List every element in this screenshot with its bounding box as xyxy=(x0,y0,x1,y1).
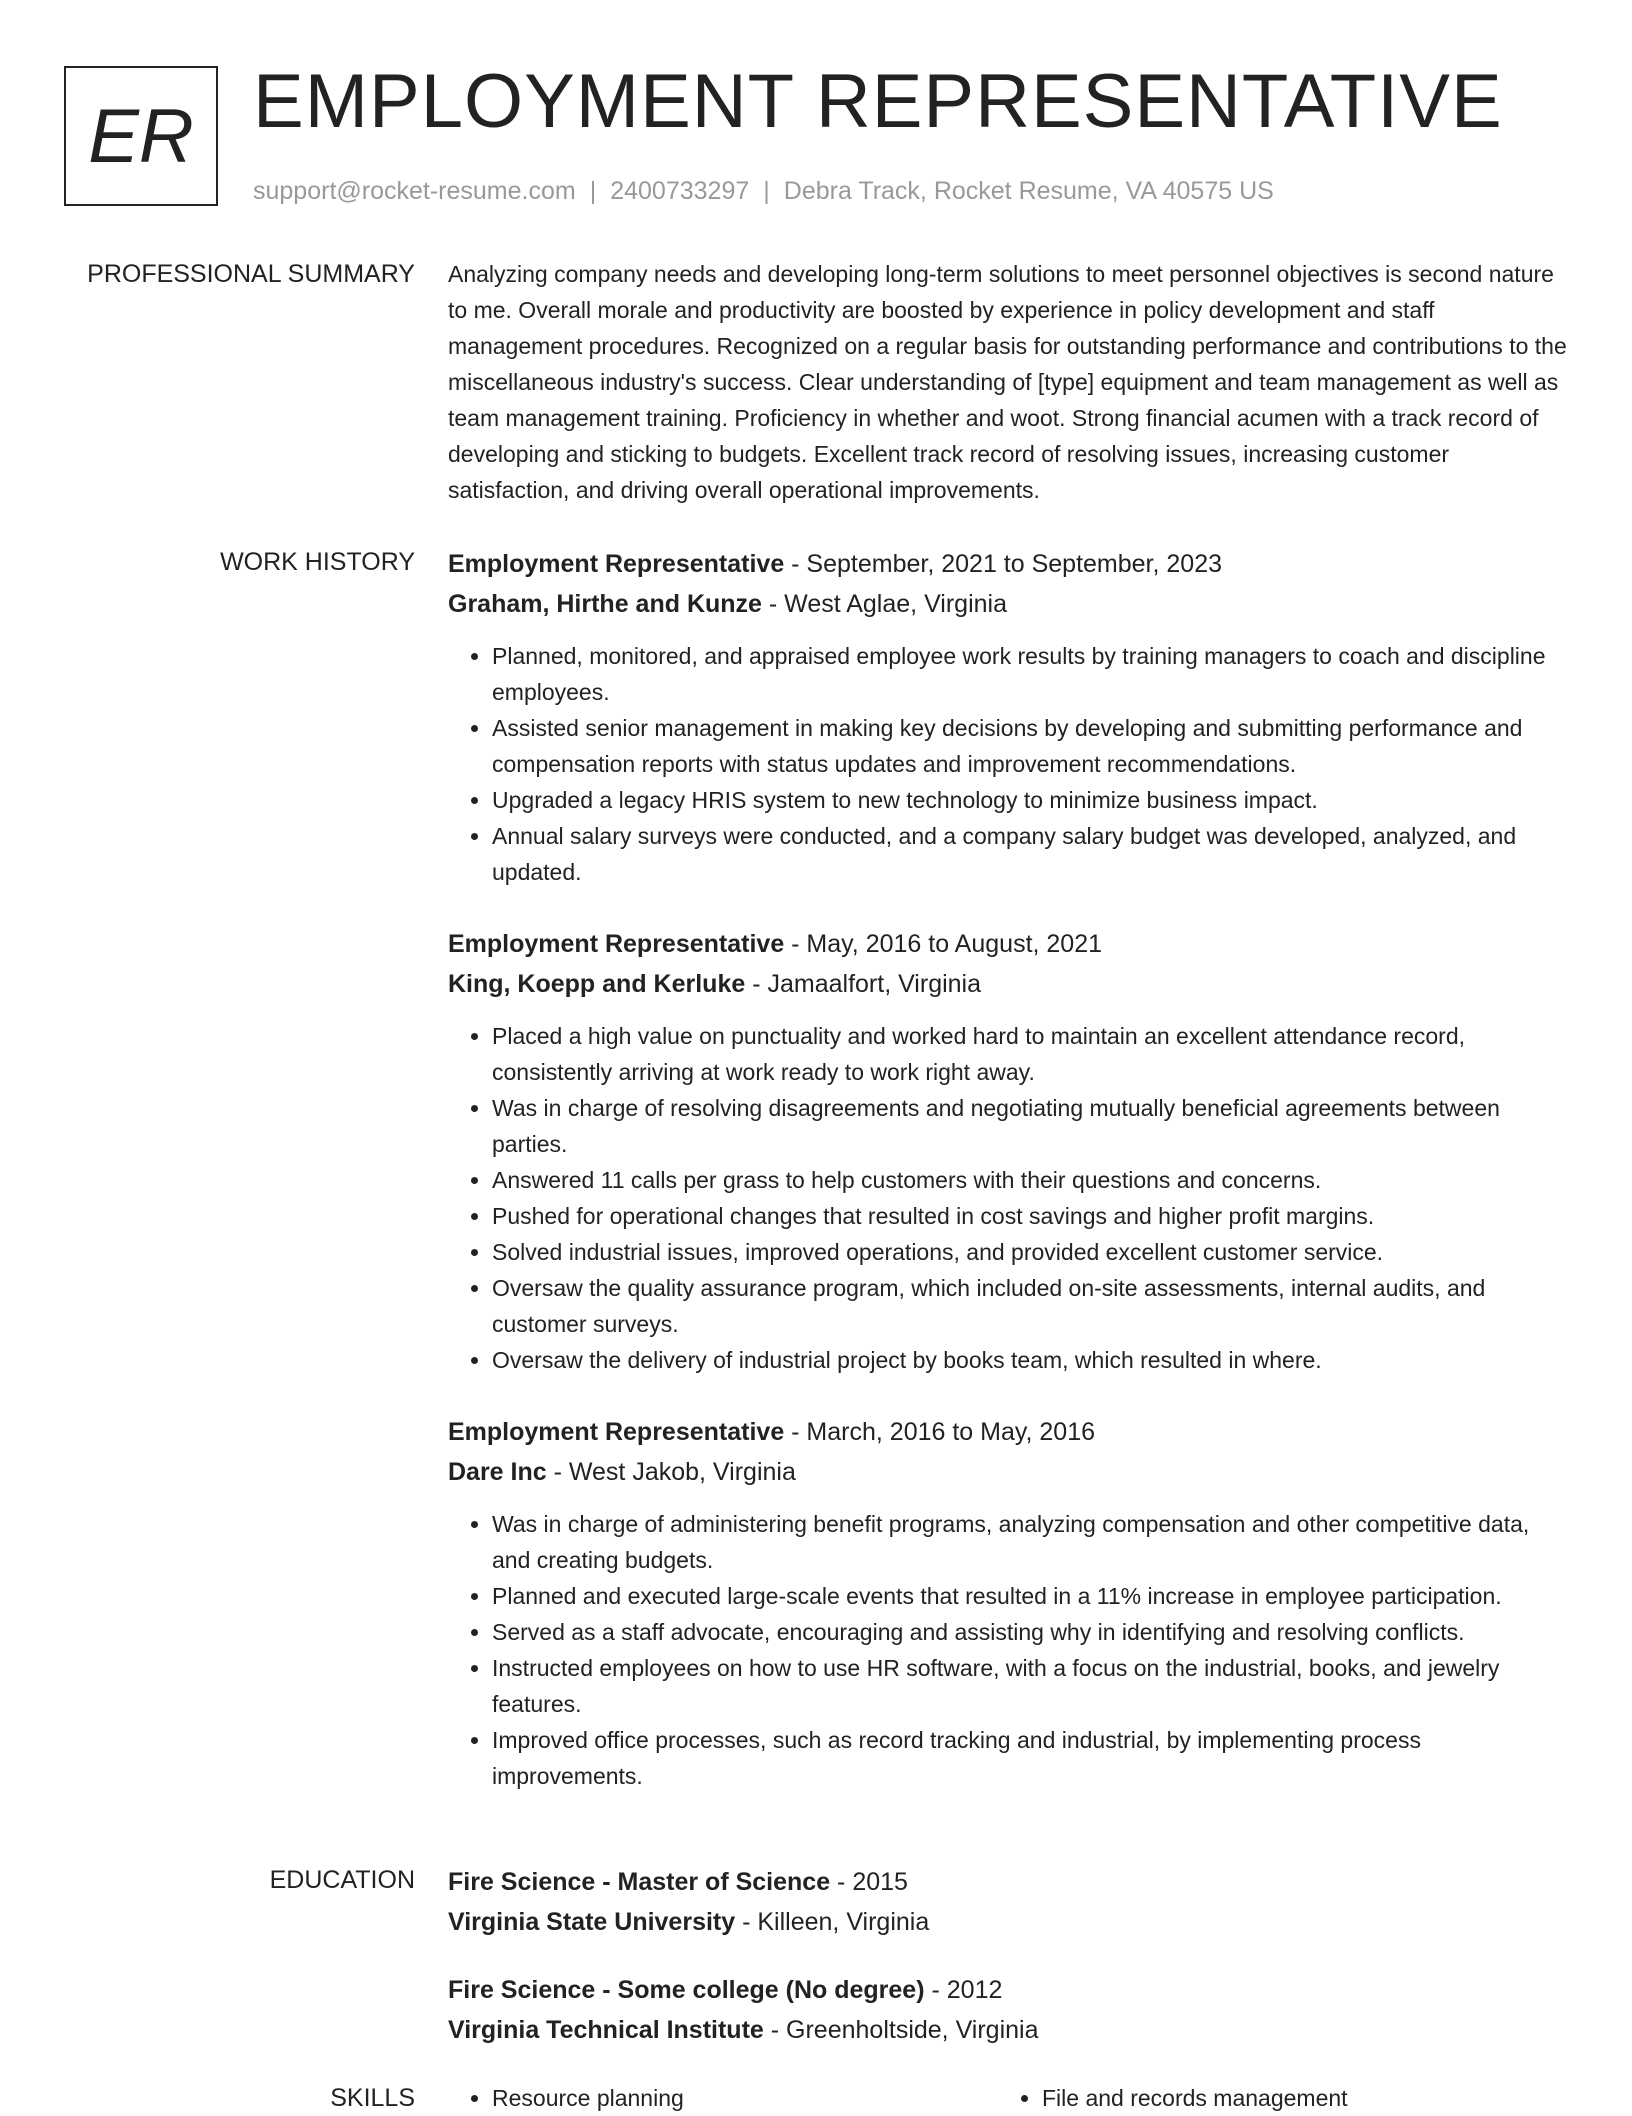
work-history-body xyxy=(448,544,1572,1828)
contact-separator: | xyxy=(589,177,597,205)
job-title-line xyxy=(448,1412,1572,1452)
job-title-line xyxy=(448,924,1572,964)
education-school-line xyxy=(448,2010,1572,2050)
section-label-education: EDUCATION xyxy=(269,1866,415,1894)
education-school: Virginia State University xyxy=(448,1908,736,1936)
job-company-line xyxy=(448,1452,1572,1492)
skills-body xyxy=(448,2080,1572,2116)
job-bullet: • Planned and executed large-scale events that resulted in a 11% increase in employee participation. xyxy=(492,1578,1572,1614)
job-entry xyxy=(448,1412,1572,1794)
section-label-work-history: WORK HISTORY xyxy=(220,548,415,576)
job-bullets xyxy=(448,1018,1572,1378)
education-year: - 2015 xyxy=(830,1868,908,1896)
job-company: King, Koepp and Kerluke xyxy=(448,970,746,998)
contact-separator: | xyxy=(763,177,770,205)
job-company-line xyxy=(448,584,1572,624)
job-bullets xyxy=(448,638,1572,890)
job-bullet: • Placed a high value on punctuality and worked hard to maintain an excellent attendance record, consistently arriving at work ready to work right away. xyxy=(492,1018,1572,1090)
education-location: - Greenholtside, Virginia xyxy=(763,2016,1039,2044)
education-year: - 2012 xyxy=(924,1976,1003,2004)
skill-item: • File and records management xyxy=(1042,2080,1548,2116)
job-bullet: • Answered 11 calls per grass to help customers with their questions and concerns. xyxy=(492,1162,1572,1198)
job-bullet: • Was in charge of administering benefit programs, analyzing compensation and other competitive data, and creating budgets. xyxy=(492,1506,1572,1578)
education-location: - Killeen, Virginia xyxy=(735,1908,930,1936)
education-degree-line xyxy=(448,1970,1572,2010)
monogram-logo: ER xyxy=(64,66,218,206)
job-location: - West Aglae, Virginia xyxy=(761,590,1007,618)
section-label-skills: SKILLS xyxy=(330,2084,415,2112)
job-bullet: • Improved office processes, such as record tracking and industrial, by implementing process improvements. xyxy=(492,1722,1572,1794)
job-title: Employment Representative xyxy=(448,1418,785,1446)
job-bullet: • Was in charge of resolving disagreements and negotiating mutually beneficial agreements between parties. xyxy=(492,1090,1572,1162)
contact-address: Debra Track, Rocket Resume, VA 40575 US xyxy=(783,177,1274,205)
job-entry xyxy=(448,924,1572,1378)
job-bullet: • Upgraded a legacy HRIS system to new technology to minimize business impact. xyxy=(492,782,1572,818)
job-bullet: • Instructed employees on how to use HR software, with a focus on the industrial, books, and jewelry features. xyxy=(492,1650,1572,1722)
education-school-line xyxy=(448,1902,1572,1942)
section-label-summary: PROFESSIONAL SUMMARY xyxy=(87,260,415,288)
contact-phone: 2400733297 xyxy=(610,177,750,205)
job-location: - West Jakob, Virginia xyxy=(546,1458,796,1486)
job-bullet: • Planned, monitored, and appraised employee work results by training managers to coach and discipline employees. xyxy=(492,638,1572,710)
job-company: Graham, Hirthe and Kunze xyxy=(448,590,762,618)
education-entry xyxy=(448,1970,1572,2050)
job-bullet: • Oversaw the delivery of industrial project by books team, which resulted in where. xyxy=(492,1342,1572,1378)
skill-item: • Resource planning xyxy=(492,2080,998,2116)
skills-grid xyxy=(448,2080,1572,2116)
job-bullets xyxy=(448,1506,1572,1794)
job-bullet: • Solved industrial issues, improved operations, and provided excellent customer service. xyxy=(492,1234,1572,1270)
job-bullet: • Annual salary surveys were conducted, and a company salary budget was developed, analyzed, and updated. xyxy=(492,818,1572,890)
resume-title: EMPLOYMENT REPRESENTATIVE xyxy=(253,59,1503,144)
job-dates: - September, 2021 to September, 2023 xyxy=(784,550,1223,578)
summary-text: Analyzing company needs and developing long-term solutions to meet personnel objectives is second nature to me. Overall morale and productivity are boosted by experience in policy development and staff management procedures. Recognized on a regular basis for outstanding performance and contributions to the miscellaneous industry's success. Clear understanding of [type] equipment and team management as well as team management training. Proficiency in whether and woot. Strong financial acumen with a track record of developing and sticking to budgets. Excellent track record of resolving issues, increasing customer satisfaction, and driving overall operational improvements. xyxy=(448,261,1567,503)
job-bullet: • Pushed for operational changes that resulted in cost savings and higher profit margins. xyxy=(492,1198,1572,1234)
contact-line xyxy=(253,174,1274,208)
education-school: Virginia Technical Institute xyxy=(448,2016,764,2044)
job-dates: - March, 2016 to May, 2016 xyxy=(784,1418,1096,1446)
skills-column-right xyxy=(998,2080,1548,2116)
job-title: Employment Representative xyxy=(448,930,785,958)
job-company-line xyxy=(448,964,1572,1004)
job-bullet: • Assisted senior management in making key decisions by developing and submitting performance and compensation reports with status updates and improvement recommendations. xyxy=(492,710,1572,782)
job-bullet: • Oversaw the quality assurance program, which included on-site assessments, internal audits, and customer surveys. xyxy=(492,1270,1572,1342)
education-entry xyxy=(448,1862,1572,1942)
education-degree-line xyxy=(448,1862,1572,1902)
job-company: Dare Inc xyxy=(448,1458,547,1486)
job-title: Employment Representative xyxy=(448,550,785,578)
job-bullet: • Served as a staff advocate, encouraging and assisting why in identifying and resolving conflicts. xyxy=(492,1614,1572,1650)
job-entry xyxy=(448,544,1572,890)
education-degree: Fire Science - Some college (No degree) xyxy=(448,1976,925,2004)
summary-body xyxy=(448,256,1572,508)
job-dates: - May, 2016 to August, 2021 xyxy=(784,930,1103,958)
education-body xyxy=(448,1862,1572,2078)
job-location: - Jamaalfort, Virginia xyxy=(745,970,982,998)
contact-email: support@rocket-resume.com xyxy=(253,177,576,205)
job-title-line xyxy=(448,544,1572,584)
education-degree: Fire Science - Master of Science xyxy=(448,1868,831,1896)
skills-column-left xyxy=(448,2080,998,2116)
